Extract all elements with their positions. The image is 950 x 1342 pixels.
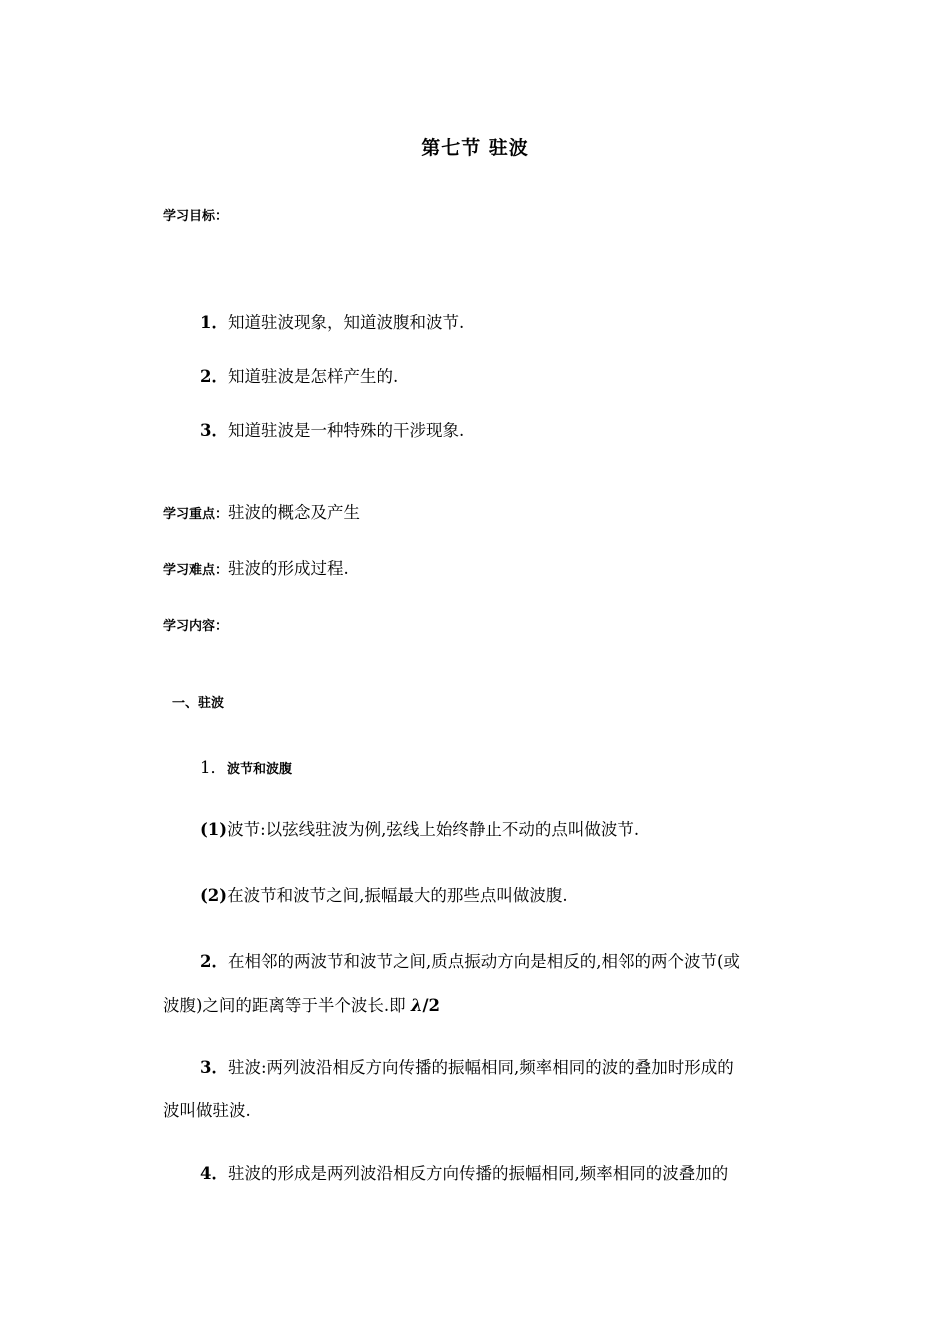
objectives-label: 学习目标： [163,209,229,224]
paragraph-text: 波叫做驻波. [163,1101,251,1120]
objective-item-1 [200,309,464,333]
objective-number: 2． [200,367,228,386]
formula-rest: /2 [422,996,441,1015]
paragraph-4-line-1 [200,1160,728,1184]
paragraph-antinode [200,882,568,906]
paragraph-3-line-2 [163,1097,251,1121]
paragraph-text: 波腹)之间的距离等于半个波长.即 [163,996,406,1015]
paragraph-number: 2． [200,952,228,971]
paragraph-text: 在相邻的两波节和波节之间,质点振动方向是相反的,相邻的两个波节(或 [227,952,740,971]
paragraph-number: 4． [200,1164,228,1183]
objective-item-2 [200,363,398,387]
paragraph-node [200,816,639,840]
paragraph-text: 在波节和波节之间,振幅最大的那些点叫做波腹. [227,886,568,905]
section-heading: 一、驻波 [172,696,225,711]
paragraph-text: 驻波的形成是两列波沿相反方向传播的振幅相同,频率相同的波叠加的 [227,1164,729,1183]
lambda-symbol: λ [410,996,423,1015]
subsection-title: 波节和波腹 [227,762,293,777]
key-point-label: 学习重点： [163,507,229,522]
paragraph-number: (2) [200,886,228,905]
key-point-text: 驻波的概念及产生 [228,503,361,522]
objective-text: 知道驻波是一种特殊的干涉现象. [227,421,465,440]
difficulty-line [163,555,349,579]
difficulty-text: 驻波的形成过程. [228,559,349,578]
paragraph-text: 驻波:两列波沿相反方向传播的振幅相同,频率相同的波的叠加时形成的 [227,1058,734,1077]
objective-text: 知道驻波是怎样产生的. [227,367,399,386]
paragraph-2-line-2 [163,992,440,1016]
key-point-line [163,499,360,523]
paragraph-number: (1) [200,820,228,839]
paragraph-number: 3． [200,1058,228,1077]
paragraph-text: 波节:以弦线驻波为例,弦线上始终静止不动的点叫做波节. [227,820,640,839]
content-label: 学习内容： [163,619,229,634]
paragraph-3-line-1 [200,1054,734,1078]
objective-number: 1． [200,313,228,332]
subsection-heading [200,754,292,778]
objective-text: 知道驻波现象，知道波腹和波节. [227,313,465,332]
page-title: 第七节 驻波 [421,137,529,159]
paragraph-2-line-1 [200,948,740,972]
objective-item-3 [200,417,464,441]
difficulty-label: 学习难点： [163,563,229,578]
subsection-number: 1． [200,758,227,777]
objective-number: 3． [200,421,228,440]
